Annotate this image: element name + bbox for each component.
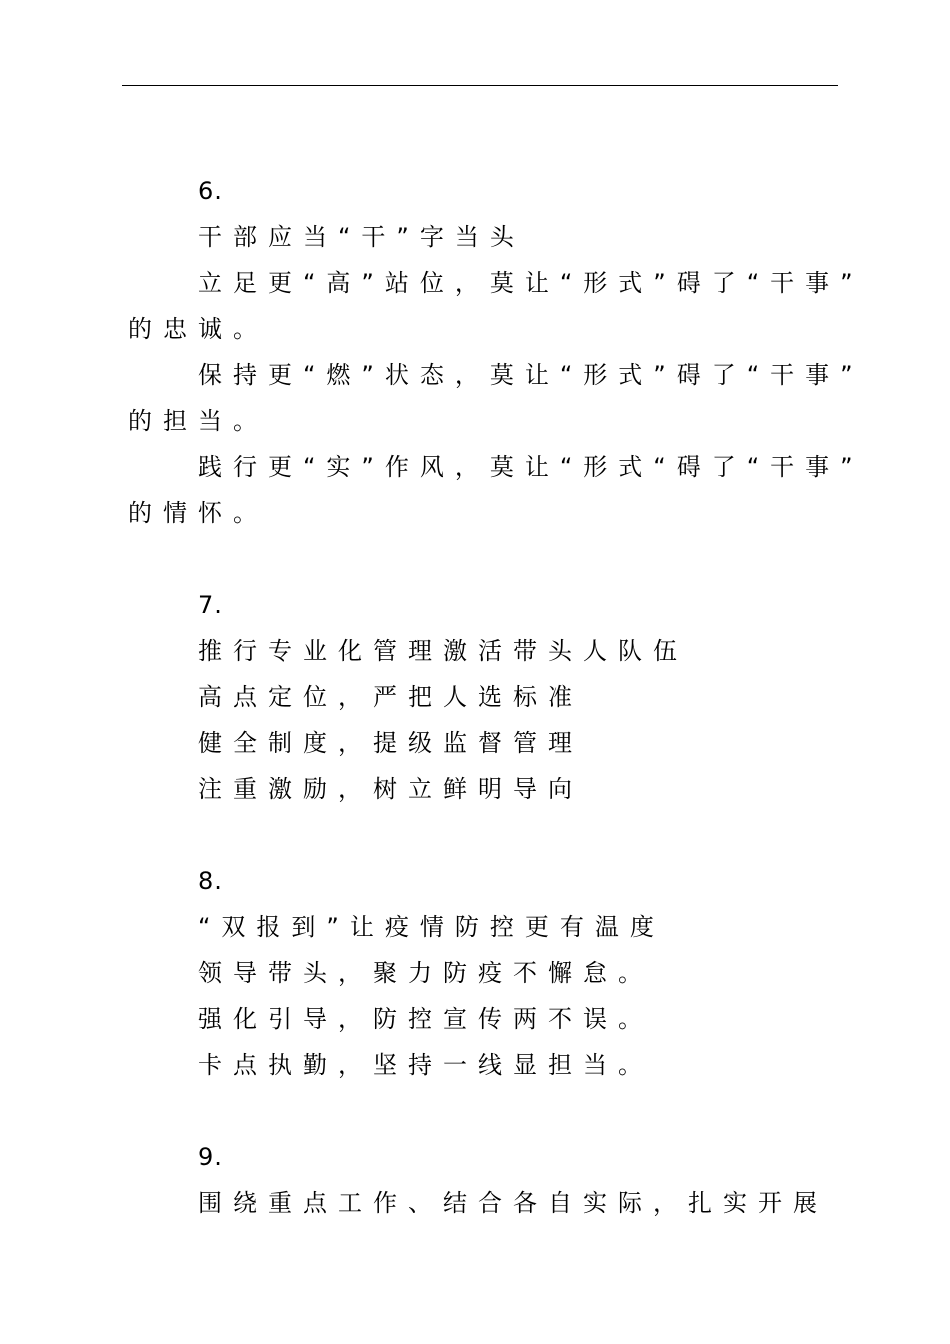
list-item: 卡点执勤，坚持一线显担当。 <box>198 1051 653 1079</box>
section-title: 围绕重点工作、结合各自实际，扎实开展 <box>198 1189 828 1217</box>
section-number: 7. <box>198 591 223 619</box>
section-spacer <box>128 1088 838 1134</box>
header-rule <box>122 85 838 86</box>
paragraph-continuation: 的忠诚。 <box>128 315 268 343</box>
paragraph-continuation: 的情怀。 <box>128 499 268 527</box>
section-title: 推行专业化管理激活带头人队伍 <box>198 637 688 665</box>
paragraph-line: 践行更“实”作风，莫让“形式“碍了“干事” <box>198 453 864 481</box>
section-7 <box>128 582 838 812</box>
list-item: 领导带头，聚力防疫不懈怠。 <box>198 959 653 987</box>
list-item: 健全制度，提级监督管理 <box>198 729 583 757</box>
section-6 <box>128 168 864 536</box>
list-item: 强化引导，防控宣传两不误。 <box>198 1005 653 1033</box>
paragraph-line: 保持更“燃”状态，莫让“形式”碍了“干事” <box>198 361 864 389</box>
list-item: 高点定位，严把人选标准 <box>198 683 583 711</box>
section-spacer <box>128 536 838 582</box>
section-spacer <box>128 812 838 858</box>
section-8 <box>128 858 838 1088</box>
paragraph-line: 立足更“高”站位，莫让“形式”碍了“干事” <box>198 269 864 297</box>
section-number: 6. <box>198 177 223 205</box>
paragraph-continuation: 的担当。 <box>128 407 268 435</box>
document-body <box>128 168 864 1226</box>
section-title: “双报到”让疫情防控更有温度 <box>198 913 665 941</box>
section-number: 9. <box>198 1143 223 1171</box>
section-title: 干部应当“干”字当头 <box>198 223 525 251</box>
section-number: 8. <box>198 867 223 895</box>
section-9 <box>128 1134 838 1226</box>
list-item: 注重激励，树立鲜明导向 <box>198 775 583 803</box>
